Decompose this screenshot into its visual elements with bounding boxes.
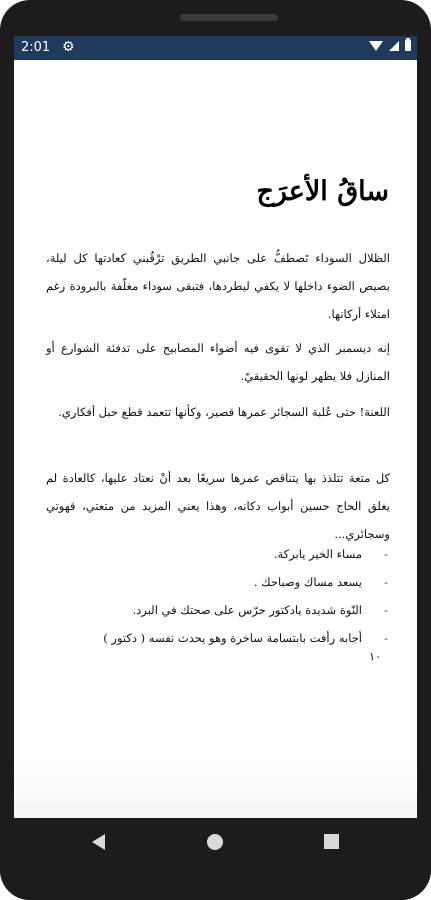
dialogue-list: [46, 540, 390, 652]
dialogue-line: [46, 540, 390, 568]
dialogue-dash: -: [384, 603, 388, 617]
chapter-title: ساقُ الأعرَج: [256, 176, 389, 207]
dialogue-dash: -: [384, 547, 388, 561]
dialogue-text: مساء الخير يابركة.: [273, 547, 362, 561]
recent-apps-icon[interactable]: [324, 834, 339, 849]
paragraph: كل متعة تتلذذ بها يتناقص عمرها سريعًا بعد أنْ نعتاد عليها، كالعادة لم يغلق الحاج حسين أبواب دكانه، وهذا يعني المزيد من متعتي، قهوتي وسجائري...: [46, 470, 390, 541]
gear-icon: ⚙: [62, 39, 75, 55]
page-bottom: [14, 758, 417, 818]
battery-icon: [405, 40, 411, 51]
home-icon[interactable]: [207, 834, 223, 850]
page-number: ١٠: [369, 650, 381, 663]
paragraph: اللعنة! حتى عُلبة السجائر عمرها قصير، وكأنها تتعمد قطع حبل أفكاري.: [58, 404, 390, 419]
status-icons: [369, 40, 411, 51]
wifi-icon: [369, 41, 383, 51]
screen: [14, 36, 417, 818]
dialogue-line: [46, 568, 390, 596]
paragraph: إنه ديسمبر الذي لا تقوى فيه أضواء المصابيح على تدفئة الشوارع أو المنازل فلا يظهر لونها الحقيقيّ.: [46, 340, 390, 383]
status-time: 2:01: [21, 40, 51, 55]
dialogue-line: [46, 596, 390, 624]
dialogue-dash: -: [384, 631, 388, 645]
dialogue-dash: -: [384, 575, 388, 589]
dialogue-text: أجابه رأفت بابتسامة ساخرة وهو يحدث نفسه ( دكتور ): [103, 631, 362, 645]
dialogue-text: يسعد مساك وصباحك .: [253, 575, 362, 589]
signal-icon: [389, 41, 399, 51]
navigation-bar: [0, 818, 431, 900]
paragraph: الظلال السوداء تَصطفُّ على جانبي الطريق ترْقُبني كعادتها كل ليلة، بصيص الضوء داخلها لا يكفي ليطردها، فتبقى سوداء مغلّفة بالبرودة رغم امتلاء أركانها.: [46, 250, 390, 321]
dialogue-text: النّوة شديدة يادكتور حرّس على صحتك في البرد.: [132, 603, 362, 617]
dialogue-line: [46, 624, 390, 652]
speaker-grille: [180, 14, 278, 21]
reader-page[interactable]: [14, 60, 417, 818]
status-bar: [14, 36, 417, 60]
back-icon[interactable]: [92, 834, 105, 850]
